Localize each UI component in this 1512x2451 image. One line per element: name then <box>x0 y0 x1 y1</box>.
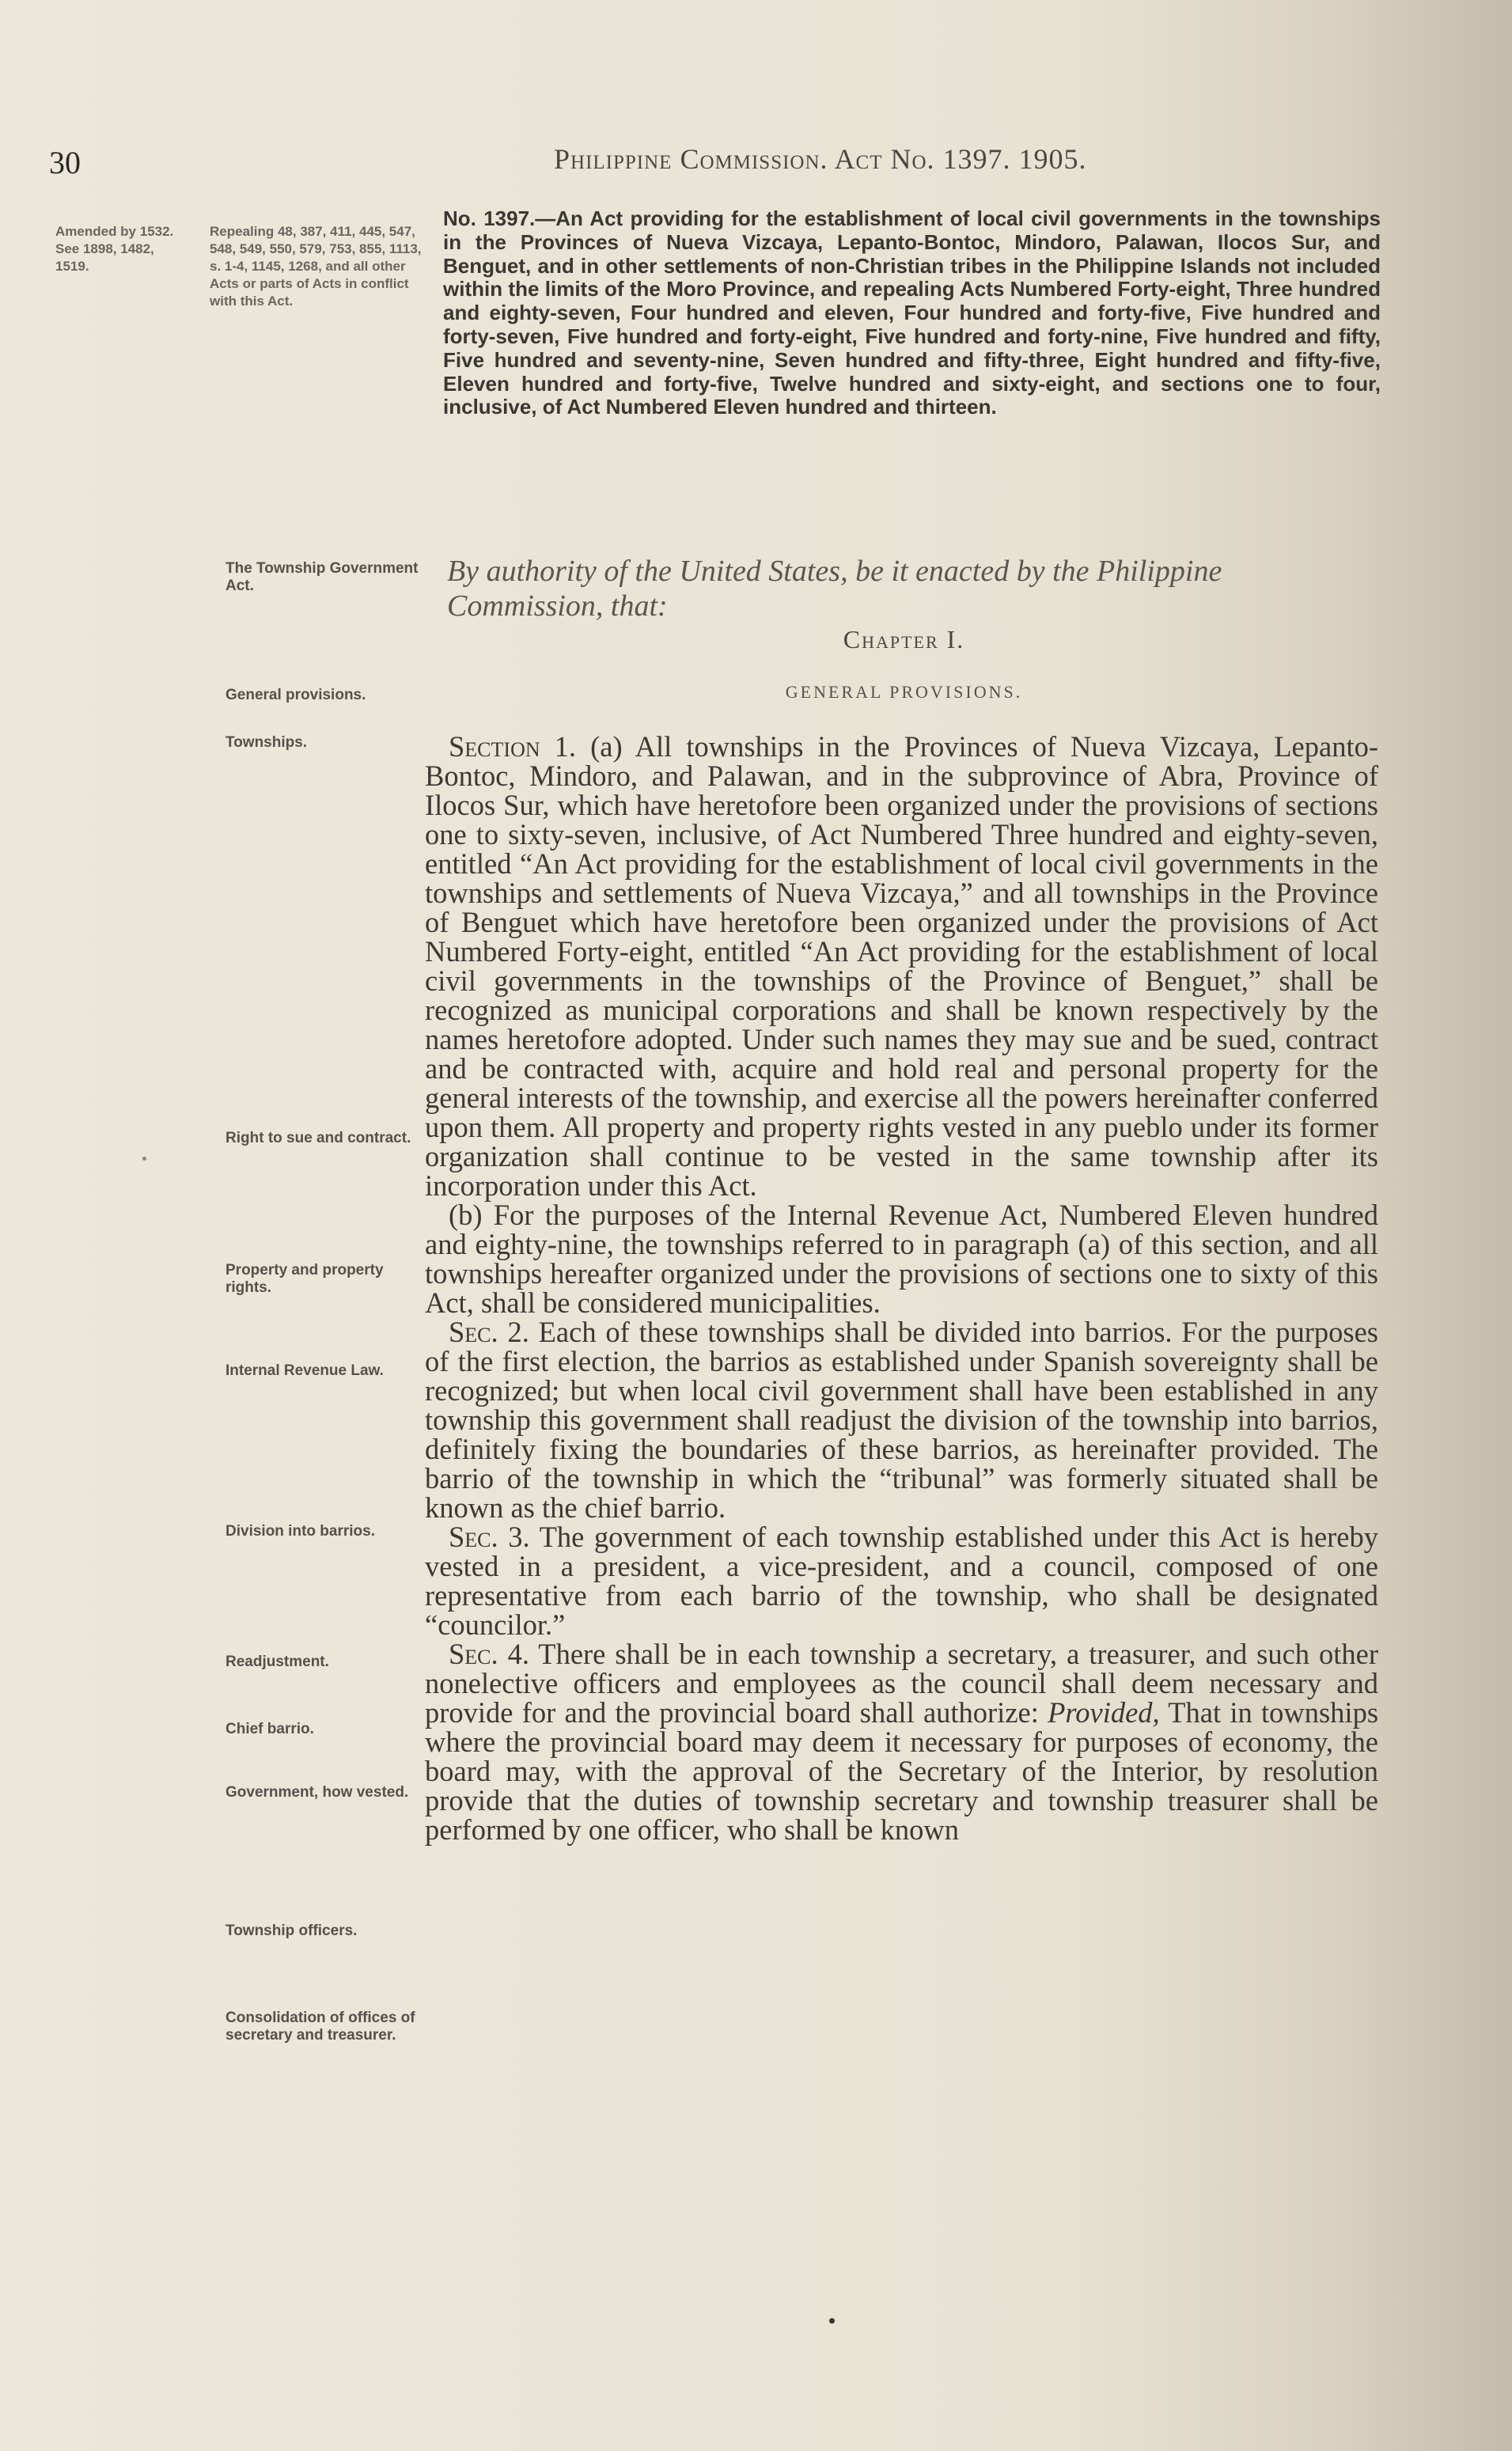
section-4b-text: That in townships where the provincial board may deem it necessary for purposes of economy, the board may, with the approval of the Secretary of the Interior, by resolution provide that the duties of township secretary and township treasurer shall be performed by one officer, who shall be known <box>425 1696 1379 1846</box>
running-head: Philippine Commission. Act No. 1397. 1905. <box>554 143 1087 175</box>
margin-townships: Townships. <box>225 734 308 751</box>
page-dot <box>829 2318 835 2324</box>
margin-township-officers: Township officers. <box>225 1923 358 1939</box>
margin-internal-revenue: Internal Revenue Law. <box>225 1362 384 1379</box>
margin-right-to-sue: Right to sue and contract. <box>225 1130 411 1146</box>
section-3-label: Sec. 3. <box>449 1521 530 1553</box>
section-1b <box>425 1200 1378 1317</box>
section-1a <box>425 732 1378 1200</box>
section-4-label: Sec. 4. <box>449 1638 529 1670</box>
section-1b-text: (b) For the purposes of the Internal Revenue Act, Numbered Eleven hundred and eighty-nine, the townships referred to in paragraph (a) of this section, and all townships hereafter organized under the provisions of sections one to sixty of this Act, shall be considered municipalities. <box>425 1199 1378 1319</box>
section-3-text: The government of each township established under this Act is hereby vested in a president, a vice-president, and a council, composed of one representative from each barrio of the township, who shall be designated “councilor.” <box>425 1521 1379 1641</box>
page-number: 30 <box>49 145 81 180</box>
act-title: No. 1397.—An Act providing for the establishment of local civil governments in the townships in the Provinces of Nueva Vizcaya, Lepanto-Bontoc, Mindoro, Palawan, Ilocos Sur, and Benguet, and in other settlements of non-Christian tribes in the Philippine Islands not included within the limits of the Moro Province, and repealing Acts Numbered Forty-eight, Three hundred and eighty-seven, Four hundred and eleven, Four hundred and forty-five, Five hundred and forty-seven, Five hundred and forty-eight, Five hundred and forty-nine, Five hundred and fifty, Five hundred and seventy-nine, Seven hundred and fifty-three, Eight hundred and fifty-five, Eleven hundred and forty-five, Twelve hundred and sixty-eight, and sections one to four, inclusive, of Act Numbered Eleven hundred and thirteen. <box>443 206 1381 419</box>
margin-readjustment: Readjustment. <box>225 1654 329 1670</box>
act-body <box>425 732 1378 1844</box>
margin-government-vested: Government, how vested. <box>225 1784 409 1801</box>
margin-general-provisions: General provisions. <box>225 687 366 703</box>
section-4a-text: There shall be in each township a secretary, a treasurer, and such other nonelective officers and employees as the council shall deem necessary and provide for and the provincial board shall authorize: <box>425 1638 1379 1729</box>
enacting-clause: By authority of the United States, be it enacted by the Philippine Commission, that: <box>447 555 1222 623</box>
margin-township-gov-act: The Township Government Act. <box>225 560 419 594</box>
provided-word: Provided, <box>1048 1696 1160 1729</box>
section-1a-text: (a) All townships in the Provinces of Nueva Vizcaya, Lepanto-Bontoc, Mindoro, and Palawan, and in the subprovince of Abra, Province of Ilocos Sur, which have heretofore been organized under the provisions of sections one to sixty-seven, inclusive, of Act Numbered Three hundred and eighty-seven, entitled “An Act providing for the establishment of local civil governments in the townships and settlements of Nueva Vizcaya,” and all townships in the Province of Benguet which have heretofore been organized under the provisions of Act Numbered Forty-eight, entitled “An Act providing for the establishment of local civil governments in the townships of the Province of Benguet,” shall be recognized as municipal corporations and shall be known respectively by the names heretofore adopted. Under such names they may sue and be sued, contract and be contracted with, acquire and hold real and personal property for the general interests of the township, and exercise all the powers hereinafter conferred upon them. All property and property rights vested in any pueblo under its former organization shall continue to be vested in the same township after its incorporation under this Act. <box>425 730 1379 1202</box>
margin-chief-barrio: Chief barrio. <box>225 1721 314 1737</box>
amended-note: Amended by 1532. See 1898, 1482, 1519. <box>55 224 174 274</box>
section-2-label: Sec. 2. <box>449 1316 529 1348</box>
chapter-title: GENERAL PROVISIONS. <box>785 682 1023 702</box>
page-speck <box>142 1157 146 1161</box>
section-3 <box>425 1522 1378 1639</box>
margin-property-rights: Property and property rights. <box>225 1262 384 1296</box>
margin-consolidation: Consolidation of offices of secretary and treasurer. <box>225 2010 415 2044</box>
margin-division-barrios: Division into barrios. <box>225 1523 375 1540</box>
section-4 <box>425 1639 1378 1844</box>
section-2-text: Each of these townships shall be divided into barrios. For the purposes of the first election, the barrios as established under Spanish sovereignty shall be recognized; but when local civil government shall have been established in any township this government shall readjust the division of the township into barrios, definitely fixing the boundaries of these barrios, as hereinafter provided. The barrio of the township in which the “tribunal” was formerly situated shall be known as the chief barrio. <box>425 1316 1379 1524</box>
section-1-label: Section 1. <box>449 730 577 763</box>
repealing-note: Repealing 48, 387, 411, 445, 547, 548, 549, 550, 579, 753, 855, 1113, s. 1-4, 1145, 1268, and all other Acts or parts of Acts in conflict with this Act. <box>210 224 422 309</box>
section-2 <box>425 1317 1378 1522</box>
chapter-heading: Chapter I. <box>843 625 965 653</box>
